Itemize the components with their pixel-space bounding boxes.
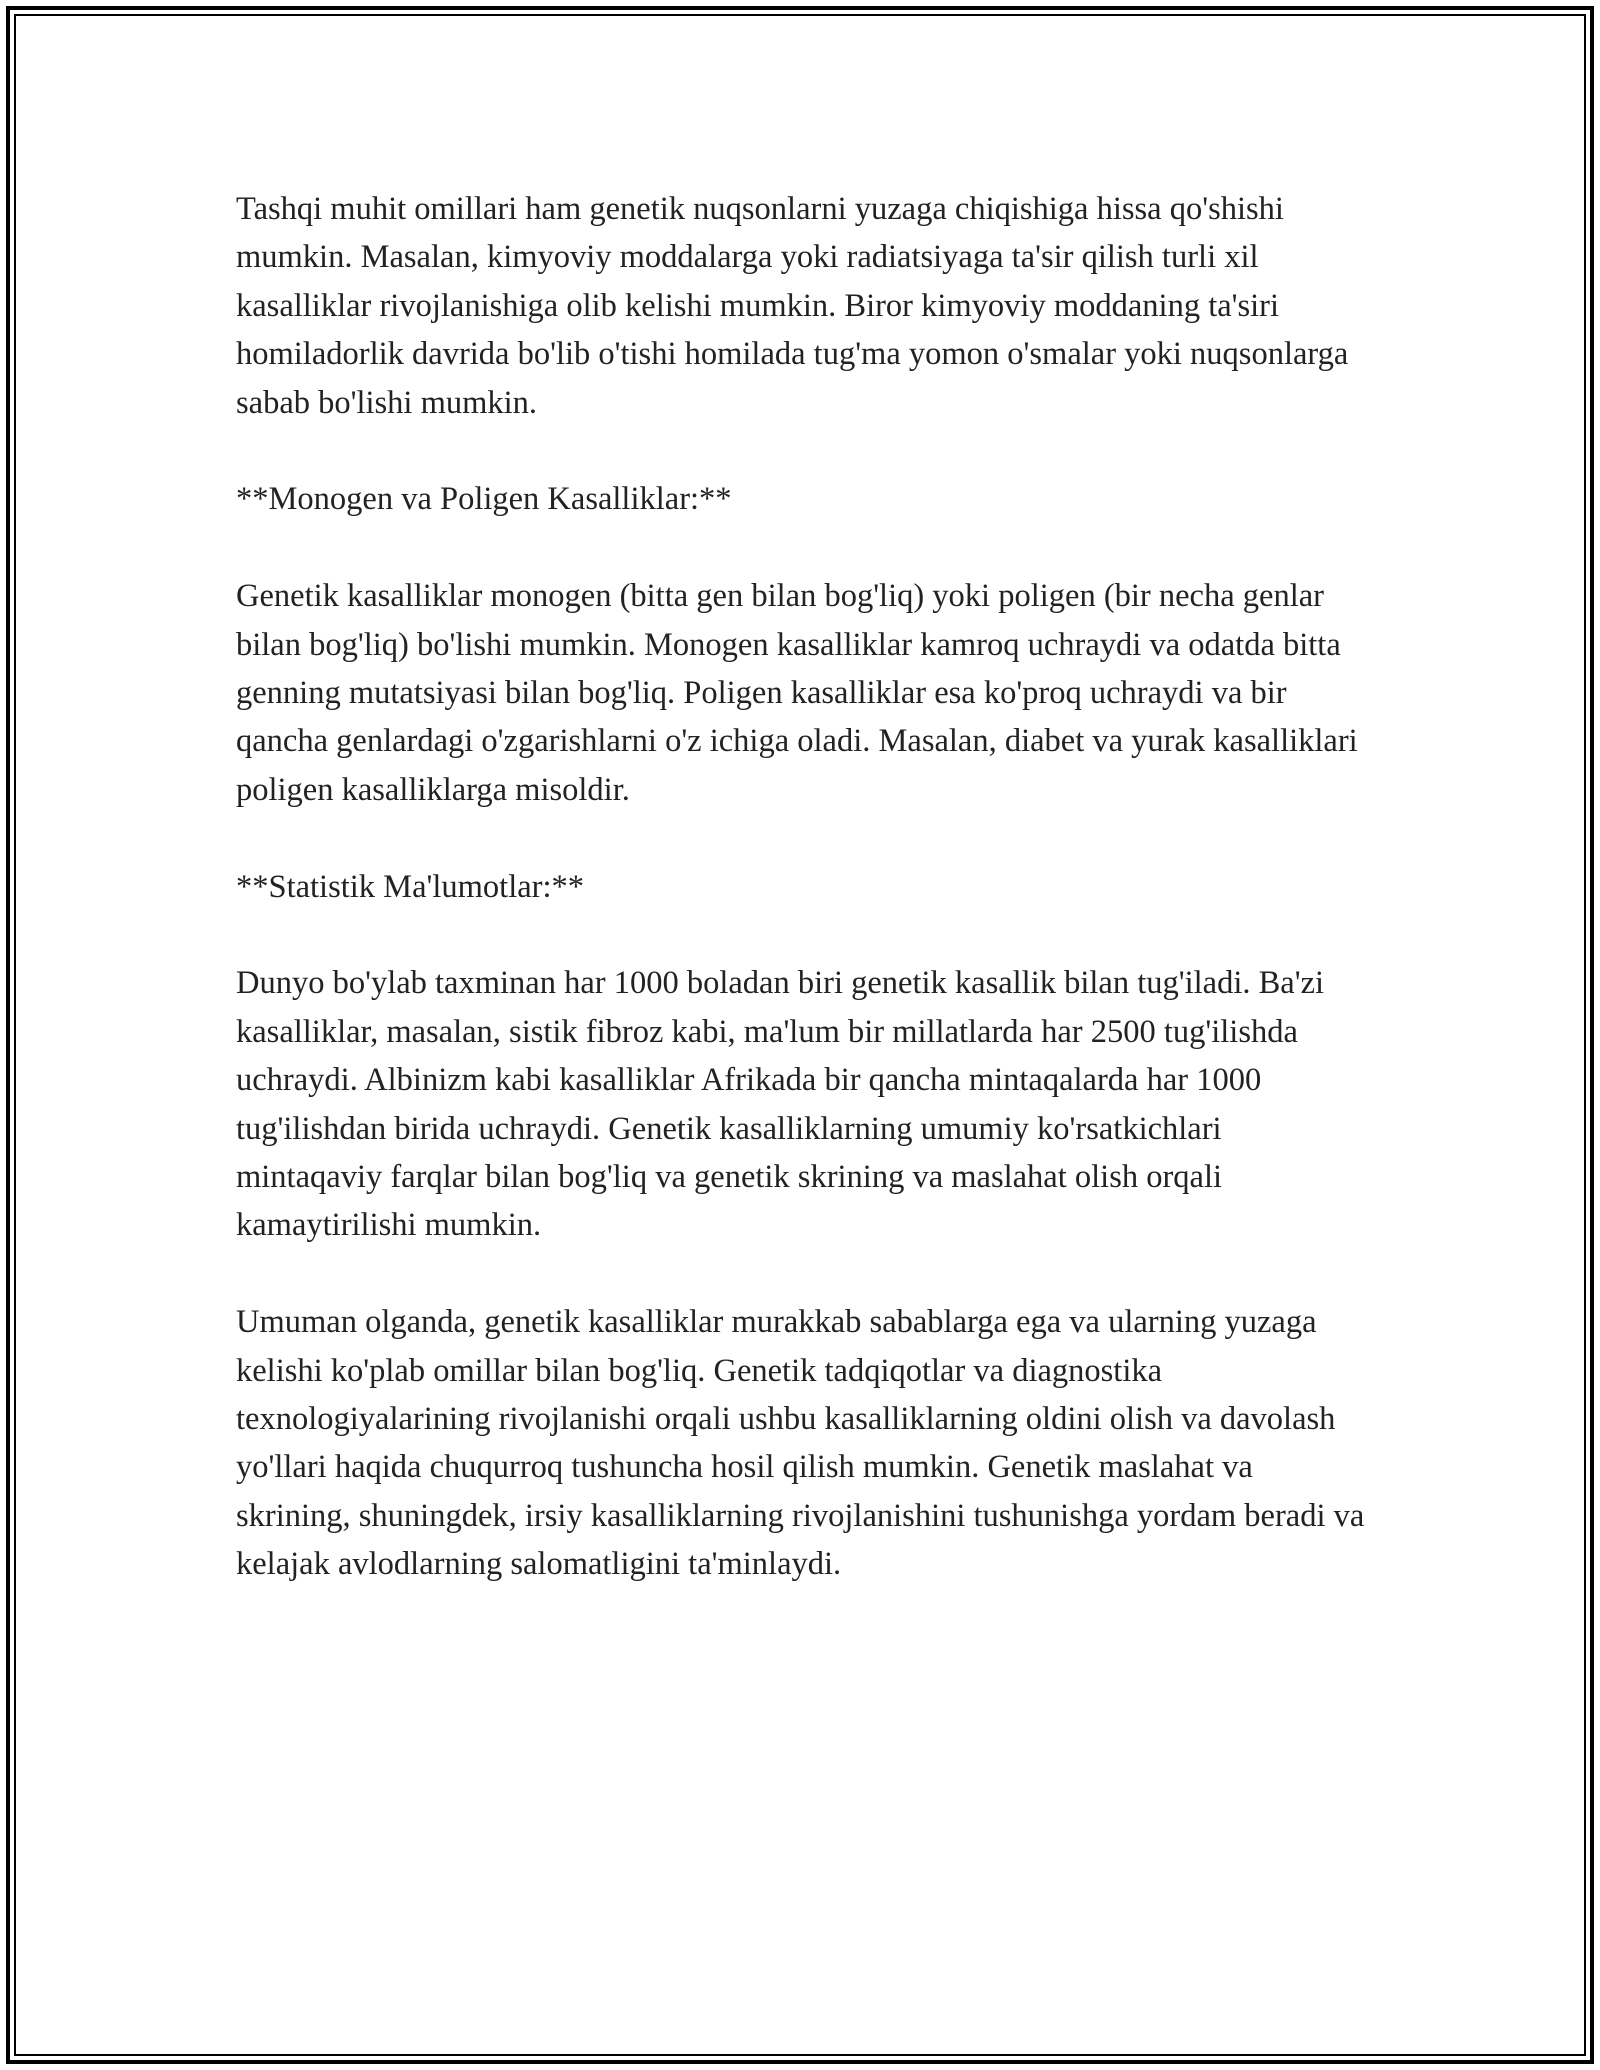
document-body xyxy=(236,185,1366,1589)
paragraph-monogenic-polygenic: Genetik kasalliklar monogen (bitta gen bilan bog'liq) yoki poligen (bir necha genlar bilan bog'liq) bo'lishi mumkin. Monogen kasalliklar kamroq uchraydi va odatda bitta genning mutatsiyasi bilan bog'liq. Poligen kasalliklar esa ko'proq uchraydi va bir qancha genlardagi o'zgarishlarni o'z ichiga oladi. Masalan, diabet va yurak kasalliklari poligen kasalliklarga misoldir. xyxy=(236,578,1358,808)
paragraph-environmental-factors: Tashqi muhit omillari ham genetik nuqsonlarni yuzaga chiqishiga hissa qo'shishi mumkin. Masalan, kimyoviy moddalarga yoki radiatsiyaga ta'sir qilish turli xil kasalliklar rivojlanishiga olib kelishi mumkin. Biror kimyoviy moddaning ta'siri homiladorlik davrida bo'lib o'tishi homilada tug'ma yomon o'smalar yoki nuqsonlarga sabab bo'lishi mumkin. xyxy=(236,191,1349,421)
heading-statistics: **Statistik Ma'lumotlar:** xyxy=(236,868,584,905)
paragraph-statistics: Dunyo bo'ylab taxminan har 1000 boladan biri genetik kasallik bilan tug'iladi. Ba'zi kasalliklar, masalan, sistik fibroz kabi, ma'lum bir millatlarda har 2500 tug'ilishda uchraydi. Albinizm kabi kasalliklar Afrikada bir qancha mintaqalarda har 1000 tug'ilishdan birida uchraydi. Genetik kasalliklarning umumiy ko'rsatkichlari mintaqaviy farqlar bilan bog'liq va genetik skrining va maslahat olish orqali kamaytirilishi mumkin. xyxy=(236,965,1325,1244)
heading-monogenic-polygenic: **Monogen va Poligen Kasalliklar:** xyxy=(236,481,732,518)
paragraph-conclusion: Umuman olganda, genetik kasalliklar murakkab sabablarga ega va ularning yuzaga kelishi ko'plab omillar bilan bog'liq. Genetik tadqiqotlar va diagnostika texnologiyalarining rivojlanishi orqali ushbu kasalliklarning oldini olish va davolash yo'llari haqida chuqurroq tushuncha hosil qilish mumkin. Genetik maslahat va skrining, shuningdek, irsiy kasalliklarning rivojlanishini tushunishga yordam beradi va kelajak avlodlarning salomatligini ta'minlaydi. xyxy=(236,1304,1365,1583)
